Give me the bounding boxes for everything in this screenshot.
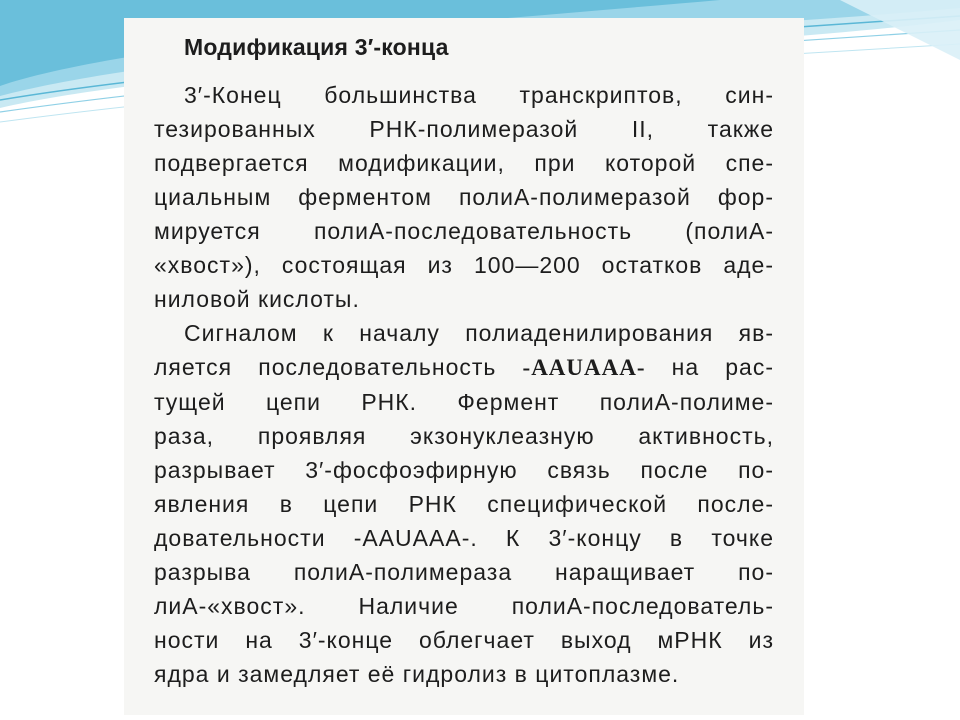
- paragraph-2-line: лиА-«хвост». Наличие полиА-последователь-: [154, 593, 774, 619]
- paragraph-1-line: «хвост»), состоящая из 100—200 остатков аде-: [154, 252, 774, 278]
- scanned-text-page: [124, 18, 804, 715]
- paragraph-2-line: Сигналом к началу полиаденилирования яв-: [184, 320, 774, 346]
- paragraph-1-line: подвергается модификации, при которой спе-: [154, 150, 774, 176]
- paragraph-2-line: явления в цепи РНК специфической после-: [154, 491, 774, 517]
- paragraph-2-text: на рас-: [645, 354, 775, 380]
- paragraph-1: [154, 78, 774, 316]
- paragraph-2-line: разрывает 3′-фосфоэфирную связь после по-: [154, 457, 774, 483]
- paragraph-2-line: довательности -AAUAAA-. К 3′-концу в точке: [154, 525, 774, 551]
- polyadenylation-signal-sequence: -AAUAAA-: [522, 355, 646, 380]
- document-title: Модификация 3′-конца: [184, 34, 449, 60]
- paragraph-1-line: мируется полиА-последовательность (полиА-: [154, 218, 774, 244]
- paragraph-2-line: разрыва полиА-полимераза наращивает по-: [154, 559, 774, 585]
- paragraph-2-text: ляется последовательность: [154, 354, 523, 380]
- paragraph-2-line: раза, проявляя экзонуклеазную активность,: [154, 423, 774, 449]
- paragraph-2-line: ности на 3′-конце облегчает выход мРНК из: [154, 627, 774, 653]
- paragraph-2: [154, 316, 774, 691]
- paragraph-1-line: тезированных РНК-полимеразой II, также: [154, 116, 774, 142]
- paragraph-2-line: тущей цепи РНК. Фермент полиА-полиме-: [154, 389, 774, 415]
- paragraph-1-line: 3′-Конец большинства транскриптов, син-: [184, 82, 774, 108]
- paragraph-2-line: [154, 350, 774, 385]
- paragraph-1-line: циальным ферментом полиА-полимеразой фор-: [154, 184, 774, 210]
- paragraph-2-line: ядра и замедляет её гидролиз в цитоплазме.: [154, 661, 680, 687]
- paragraph-1-line: ниловой кислоты.: [154, 286, 360, 312]
